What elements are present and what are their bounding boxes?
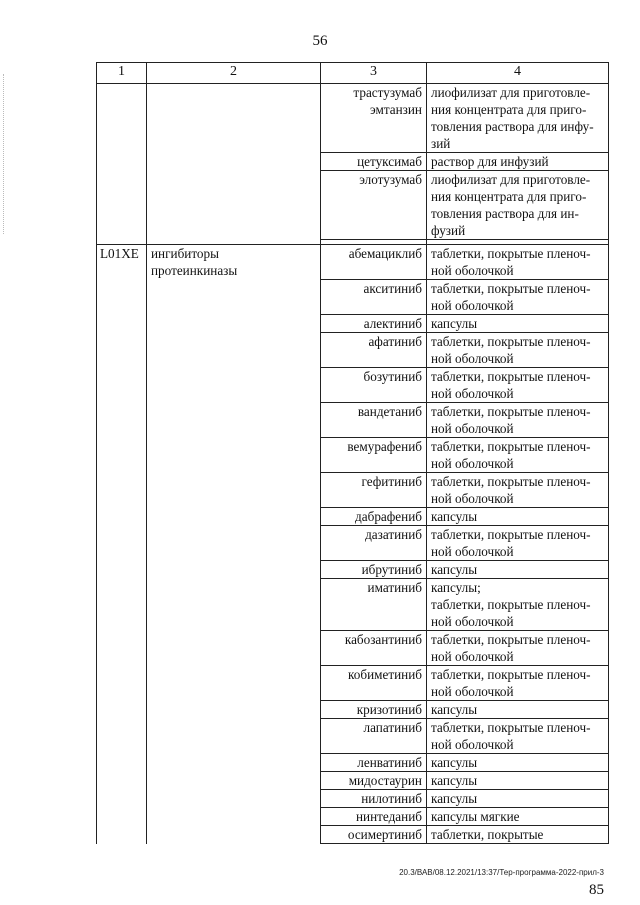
table-row	[97, 719, 609, 754]
atc-code-cell	[97, 772, 147, 790]
dosage-form-cell: таблетки, покрытые пленоч- ной оболочкой	[427, 719, 609, 754]
dosage-form-cell: таблетки, покрытые пленоч- ной оболочкой	[427, 473, 609, 508]
group-name-cell	[147, 84, 321, 153]
table-row	[97, 561, 609, 579]
group-name-cell	[147, 719, 321, 754]
atc-code-cell	[97, 631, 147, 666]
atc-code-cell	[97, 790, 147, 808]
atc-code-cell	[97, 473, 147, 508]
dosage-form-cell: таблетки, покрытые пленоч- ной оболочкой	[427, 333, 609, 368]
group-name-cell	[147, 666, 321, 701]
atc-code-cell	[97, 280, 147, 315]
drug-name-cell: гефитиниб	[321, 473, 427, 508]
table-body	[97, 84, 609, 844]
atc-code-cell	[97, 153, 147, 171]
dosage-form-cell: таблетки, покрытые пленоч- ной оболочкой	[427, 526, 609, 561]
atc-code-cell	[97, 719, 147, 754]
drug-name-cell: алектиниб	[321, 315, 427, 333]
dosage-form-cell: лиофилизат для приготовле- ния концентрата для приго- товления раствора для инфу- зий	[427, 84, 609, 153]
group-name-cell	[147, 579, 321, 631]
dosage-form-cell: таблетки, покрытые пленоч- ной оболочкой	[427, 631, 609, 666]
drug-name-cell: бозутиниб	[321, 368, 427, 403]
atc-code-cell	[97, 333, 147, 368]
group-name-cell	[147, 808, 321, 826]
drug-name-cell: ибрутиниб	[321, 561, 427, 579]
atc-code-cell	[97, 561, 147, 579]
dosage-form-cell: таблетки, покрытые пленоч- ной оболочкой	[427, 245, 609, 280]
drug-name-cell: ленватиниб	[321, 754, 427, 772]
drug-name-cell: кобиметиниб	[321, 666, 427, 701]
drug-name-cell: дабрафениб	[321, 508, 427, 526]
atc-code-cell	[97, 701, 147, 719]
group-name-cell	[147, 315, 321, 333]
drug-name-cell: лапатиниб	[321, 719, 427, 754]
atc-code-cell	[97, 579, 147, 631]
table-row	[97, 473, 609, 508]
table-row	[97, 368, 609, 403]
atc-code-cell	[97, 171, 147, 240]
drug-name-cell: трастузумаб эмтанзин	[321, 84, 427, 153]
group-name-cell	[147, 772, 321, 790]
table-row	[97, 315, 609, 333]
drug-name-cell: дазатиниб	[321, 526, 427, 561]
table-row	[97, 171, 609, 240]
drug-name-cell: кризотиниб	[321, 701, 427, 719]
atc-code-cell	[97, 508, 147, 526]
table-row	[97, 438, 609, 473]
table-row	[97, 754, 609, 772]
group-name-cell	[147, 826, 321, 844]
header-col-2: 2	[147, 63, 321, 84]
atc-code-cell	[97, 403, 147, 438]
header-row	[97, 63, 609, 84]
table-row	[97, 808, 609, 826]
group-name-cell	[147, 473, 321, 508]
table-row	[97, 403, 609, 438]
table-row	[97, 333, 609, 368]
atc-code-cell	[97, 826, 147, 844]
drug-name-cell: акситиниб	[321, 280, 427, 315]
dosage-form-cell: раствор для инфузий	[427, 153, 609, 171]
atc-code-cell	[97, 315, 147, 333]
group-name-cell	[147, 508, 321, 526]
header-col-1: 1	[97, 63, 147, 84]
dosage-form-cell: капсулы	[427, 561, 609, 579]
drug-name-cell: иматиниб	[321, 579, 427, 631]
dosage-form-cell: капсулы	[427, 315, 609, 333]
table-row	[97, 826, 609, 844]
table-row	[97, 508, 609, 526]
drug-name-cell: мидостаурин	[321, 772, 427, 790]
drug-name-cell: нилотиниб	[321, 790, 427, 808]
table-row	[97, 666, 609, 701]
table-row	[97, 631, 609, 666]
bottom-page-number: 85	[589, 882, 604, 898]
drug-name-cell: афатиниб	[321, 333, 427, 368]
group-name-cell	[147, 631, 321, 666]
group-name-cell	[147, 153, 321, 171]
dosage-form-cell: таблетки, покрытые пленоч- ной оболочкой	[427, 368, 609, 403]
group-name-cell	[147, 754, 321, 772]
drug-name-cell: абемациклиб	[321, 245, 427, 280]
dosage-form-cell: таблетки, покрытые пленоч- ной оболочкой	[427, 666, 609, 701]
atc-code-cell	[97, 84, 147, 153]
dosage-form-cell: капсулы	[427, 508, 609, 526]
footer-code: 20.3/ВАВ/08.12.2021/13:37/Тер-программа-2022-прил-3	[399, 868, 604, 877]
table-row	[97, 701, 609, 719]
atc-code-cell	[97, 666, 147, 701]
dosage-form-cell: капсулы мягкие	[427, 808, 609, 826]
dosage-form-cell: таблетки, покрытые пленоч- ной оболочкой	[427, 438, 609, 473]
table-row	[97, 245, 609, 280]
atc-code-cell	[97, 754, 147, 772]
header-col-4: 4	[427, 63, 609, 84]
table-row	[97, 153, 609, 171]
dosage-form-cell: капсулы	[427, 790, 609, 808]
group-name-cell	[147, 790, 321, 808]
group-name-cell	[147, 526, 321, 561]
table-row	[97, 84, 609, 153]
group-name-cell	[147, 333, 321, 368]
group-name-cell	[147, 368, 321, 403]
drug-name-cell: кабозантиниб	[321, 631, 427, 666]
atc-code-cell	[97, 438, 147, 473]
drug-table	[96, 62, 609, 844]
group-name-cell	[147, 438, 321, 473]
dosage-form-cell: капсулы	[427, 772, 609, 790]
dosage-form-cell: капсулы	[427, 754, 609, 772]
table-row	[97, 790, 609, 808]
dosage-form-cell: капсулы	[427, 701, 609, 719]
drug-name-cell: вемурафениб	[321, 438, 427, 473]
dosage-form-cell: лиофилизат для приготовле- ния концентрата для приго- товления раствора для ин- фузий	[427, 171, 609, 240]
atc-code-cell	[97, 526, 147, 561]
scan-edge-mark	[3, 74, 6, 234]
drug-name-cell: элотузумаб	[321, 171, 427, 240]
drug-name-cell: цетуксимаб	[321, 153, 427, 171]
group-name-cell: ингибиторы протеинкиназы	[147, 245, 321, 280]
dosage-form-cell: таблетки, покрытые пленоч- ной оболочкой	[427, 403, 609, 438]
drug-name-cell: нинтеданиб	[321, 808, 427, 826]
dosage-form-cell: капсулы; таблетки, покрытые пленоч- ной оболочкой	[427, 579, 609, 631]
group-name-cell	[147, 280, 321, 315]
top-page-number: 56	[312, 33, 328, 49]
group-name-cell	[147, 561, 321, 579]
dosage-form-cell: таблетки, покрытые пленоч- ной оболочкой	[427, 280, 609, 315]
atc-code-cell: L01XE	[97, 245, 147, 280]
table-row	[97, 772, 609, 790]
group-name-cell	[147, 171, 321, 240]
atc-code-cell	[97, 368, 147, 403]
group-name-cell	[147, 701, 321, 719]
atc-code-cell	[97, 808, 147, 826]
drug-name-cell: осимертиниб	[321, 826, 427, 844]
drug-name-cell: вандетаниб	[321, 403, 427, 438]
table-row	[97, 280, 609, 315]
dosage-form-cell: таблетки, покрытые	[427, 826, 609, 844]
header-col-3: 3	[321, 63, 427, 84]
table-row	[97, 526, 609, 561]
table-row	[97, 579, 609, 631]
group-name-cell	[147, 403, 321, 438]
